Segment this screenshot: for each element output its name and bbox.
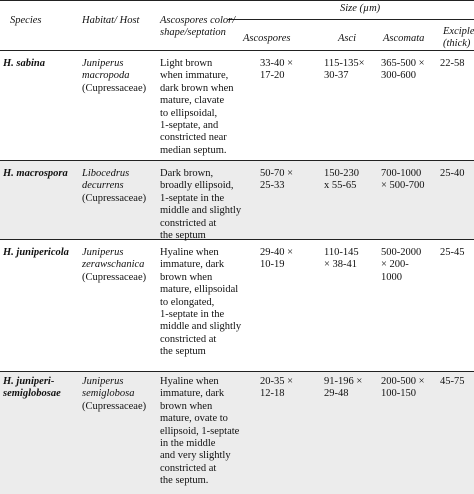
description-line: to ellipsoidal, [160, 107, 218, 119]
description-line: constricted near [160, 132, 227, 144]
host-cell [82, 168, 146, 205]
ascospores-size [260, 376, 293, 401]
size-line: 29-40 × [260, 247, 294, 258]
description-line: 1-septate, and [160, 120, 219, 132]
size-line: 700-1000 [381, 168, 422, 179]
header-ascospores: Ascospores [243, 33, 291, 44]
row-rule-3 [0, 371, 474, 372]
species-name [3, 376, 61, 401]
asci-size [324, 168, 359, 193]
description-line: constricted at [160, 462, 217, 474]
description-line: to elongated, [160, 296, 215, 308]
header-ascospores-desc-line: Ascospores color/ [160, 15, 236, 26]
host-cell [82, 58, 146, 95]
ascomata-size [381, 58, 425, 83]
description-line: brown when [160, 400, 213, 412]
size-line: 30-37 [324, 70, 349, 82]
asci-size [324, 247, 359, 272]
host-family: (Cupressaceae) [82, 192, 147, 204]
description-line: ellipsoid, 1-septate [160, 425, 240, 437]
size-line: 10-19 [260, 259, 285, 271]
host-family: (Cupressaceae) [82, 271, 147, 283]
description-line: Hyaline when [160, 247, 219, 258]
description-line: 1-septate in the [160, 192, 225, 204]
asci-size [324, 58, 365, 83]
description-line: mature, ovate to [160, 413, 228, 425]
species-name [3, 168, 68, 180]
host-line: semiglobosa [82, 388, 135, 400]
description-line: broadly ellipsoid, [160, 180, 234, 192]
description-line: dark brown when [160, 82, 234, 94]
exciple-size: 22-58 [440, 58, 465, 69]
ascomata-size [381, 247, 421, 284]
ascospore-description [160, 247, 241, 359]
description-line: middle and slightly [160, 205, 242, 217]
exciple-size: 25-45 [440, 247, 465, 258]
species-line: H. junipericola [3, 247, 69, 258]
ascospore-description [160, 58, 233, 157]
size-line: 110-145 [324, 247, 359, 258]
description-line: Hyaline when [160, 376, 219, 387]
size-line: 29-48 [324, 388, 349, 400]
size-line: 1000 [381, 271, 402, 283]
host-line: macropoda [82, 70, 130, 82]
description-line: immature, dark [160, 259, 225, 271]
header-size-group: Size (µm) [340, 3, 381, 14]
asci-size [324, 376, 362, 401]
species-line: semiglobosae [3, 388, 61, 400]
table-top-rule [0, 0, 474, 1]
header-exciple-line: (thick) [443, 38, 471, 50]
host-line: decurrens [82, 180, 124, 192]
species-line: H. sabina [3, 58, 46, 69]
description-line: middle and slightly [160, 321, 242, 333]
header-asci: Asci [338, 33, 357, 44]
size-line: 20-35 × [260, 376, 294, 387]
ascospores-size [260, 247, 293, 272]
header-ascospores-desc [160, 15, 235, 40]
ascomata-size [381, 168, 425, 193]
size-line: 33-40 × [260, 58, 294, 69]
size-line: × 200- [381, 259, 409, 271]
ascospore-description [160, 376, 239, 488]
species-name [3, 58, 45, 70]
size-line: 17-20 [260, 70, 285, 82]
exciple-size: 45-75 [440, 376, 465, 387]
size-line: 115-135× [324, 58, 365, 69]
ascospores-size [260, 58, 293, 83]
description-line: in the middle [160, 438, 216, 450]
size-line: 365-500 × [381, 58, 425, 69]
description-line: median septum. [160, 144, 227, 156]
header-ascomata: Ascomata [383, 33, 425, 44]
species-name [3, 247, 69, 259]
exciple-size: 25-40 [440, 168, 465, 179]
description-line: the septum [160, 346, 206, 358]
size-line: 25-33 [260, 180, 285, 192]
description-line: when immature, [160, 70, 229, 82]
header-species: Species [10, 15, 42, 26]
size-line: 100-150 [381, 388, 416, 400]
description-line: 1-septate in the [160, 309, 225, 321]
host-line: Libocedrus [82, 168, 130, 179]
host-line: Juniperus [82, 58, 124, 69]
host-cell [82, 376, 146, 413]
description-line: the septum. [160, 475, 209, 487]
size-line: 500-2000 [381, 247, 422, 258]
description-line: immature, dark [160, 388, 225, 400]
description-line: mature, ellipsoidal [160, 284, 239, 296]
size-line: 12-18 [260, 388, 285, 400]
host-cell [82, 247, 146, 284]
size-line: 50-70 × [260, 168, 294, 179]
host-line: Juniperus [82, 247, 124, 258]
ascospore-description [160, 168, 241, 242]
description-line: mature, clavate [160, 95, 225, 107]
host-family: (Cupressaceae) [82, 82, 147, 94]
ascomata-size [381, 376, 425, 401]
size-line: 200-500 × [381, 376, 425, 387]
ascospores-size [260, 168, 293, 193]
size-line: x 55-65 [324, 180, 357, 192]
size-group-rule [228, 19, 474, 20]
description-line: the septum [160, 230, 206, 242]
size-line: × 38-41 [324, 259, 358, 271]
description-line: Light brown [160, 58, 213, 69]
header-exciple-line: Exciple [443, 26, 474, 37]
size-line: × 500-700 [381, 180, 425, 192]
host-family: (Cupressaceae) [82, 400, 147, 412]
description-line: brown when [160, 271, 213, 283]
size-line: 150-230 [324, 168, 359, 179]
species-line: H. macrospora [3, 168, 68, 179]
species-line: H. juniperi- [3, 376, 55, 387]
row-rule-1 [0, 160, 474, 161]
size-line: 91-196 × [324, 376, 363, 387]
host-line: Juniperus [82, 376, 124, 387]
description-line: and very slightly [160, 450, 231, 462]
header-habitat: Habitat/ Host [82, 15, 140, 26]
description-line: constricted at [160, 217, 217, 229]
description-line: Dark brown, [160, 168, 214, 179]
header-exciple [443, 26, 474, 51]
host-line: zerawschanica [82, 259, 145, 271]
header-bottom-rule [0, 50, 474, 51]
header-ascospores-desc-line: shape/septation [160, 27, 226, 39]
description-line: constricted at [160, 333, 217, 345]
size-line: 300-600 [381, 70, 416, 82]
